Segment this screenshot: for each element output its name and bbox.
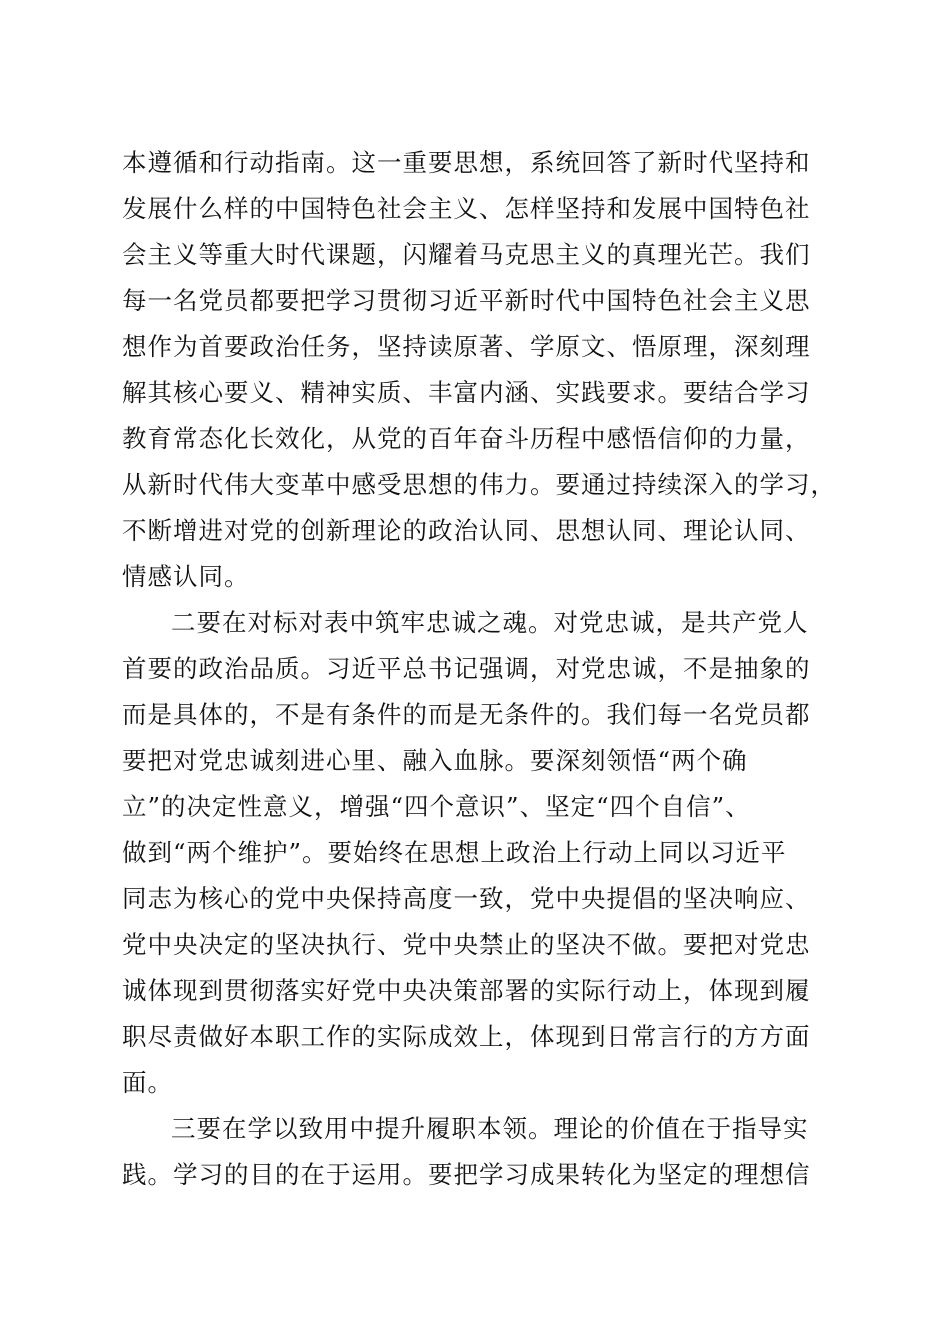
- paragraph-3: [122, 1106, 852, 1198]
- text-line: 践。学习的目的在于运用。要把学习成果转化为坚定的理想信: [122, 1160, 811, 1189]
- text-line: 不断增进对党的创新理论的政治认同、思想认同、理论认同、: [122, 516, 811, 545]
- text-line: 而是具体的，不是有条件的而是无条件的。我们每一名党员都: [122, 700, 811, 729]
- text-line: 立”的决定性意义，增强“四个意识”、坚定“四个自信”、: [122, 792, 751, 821]
- paragraph-1: [122, 140, 852, 600]
- text-line: 诚体现到贯彻落实好党中央决策部署的实际行动上，体现到履: [122, 976, 811, 1005]
- text-line: 二要在对标对表中筑牢忠诚之魂。对党忠诚，是共产党人: [171, 608, 809, 637]
- text-line: 发展什么样的中国特色社会主义、怎样坚持和发展中国特色社: [122, 194, 811, 223]
- paragraph-2: [122, 600, 852, 1106]
- text-line: 三要在学以致用中提升履职本领。理论的价值在于指导实: [171, 1114, 809, 1143]
- text-line: 解其核心要义、精神实质、丰富内涵、实践要求。要结合学习: [122, 378, 811, 407]
- text-line: 职尽责做好本职工作的实际成效上，体现到日常言行的方方面: [122, 1022, 811, 1051]
- text-line: 要把对党忠诚刻进心里、融入血脉。要深刻领悟“两个确: [122, 746, 748, 775]
- text-line: 首要的政治品质。习近平总书记强调，对党忠诚，不是抽象的: [122, 654, 811, 683]
- body-text: [122, 140, 852, 1198]
- text-line: 会主义等重大时代课题，闪耀着马克思主义的真理光芒。我们: [122, 240, 811, 269]
- text-line: 从新时代伟大变革中感受思想的伟力。要通过持续深入的学习，: [122, 470, 836, 499]
- text-line: 教育常态化长效化，从党的百年奋斗历程中感悟信仰的力量，: [122, 424, 811, 453]
- text-line: 做到“两个维护”。要始终在思想上政治上行动上同以习近平: [122, 838, 787, 867]
- text-line: 每一名党员都要把学习贯彻习近平新时代中国特色社会主义思: [122, 286, 811, 315]
- text-line: 情感认同。: [122, 562, 250, 591]
- text-line: 党中央决定的坚决执行、党中央禁止的坚决不做。要把对党忠: [122, 930, 811, 959]
- text-line: 本遵循和行动指南。这一重要思想，系统回答了新时代坚持和: [122, 148, 811, 177]
- text-line: 想作为首要政治任务，坚持读原著、学原文、悟原理，深刻理: [122, 332, 811, 361]
- text-line: 同志为核心的党中央保持高度一致，党中央提倡的坚决响应、: [122, 884, 811, 913]
- text-line: 面。: [122, 1068, 173, 1097]
